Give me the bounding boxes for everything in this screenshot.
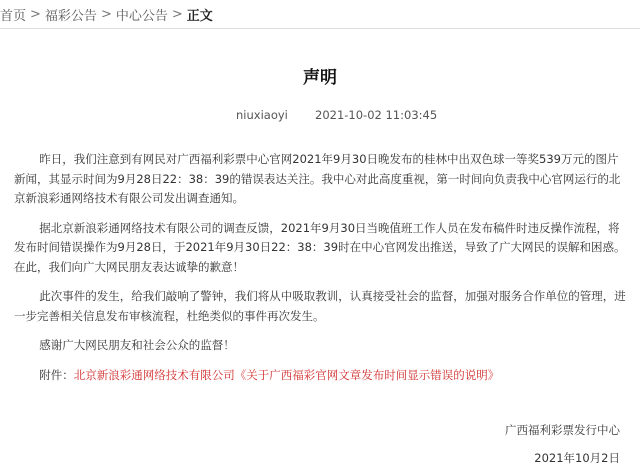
breadcrumb xyxy=(0,0,213,28)
breadcrumb-home-link[interactable]: 首页 xyxy=(0,8,27,24)
article-signature: 广西福利彩票发行中心 xyxy=(505,423,620,437)
breadcrumb-center-notices-link[interactable]: 中心公告 xyxy=(115,8,168,24)
article-paragraph: 据北京新浪彩通网络技术有限公司的调查反馈，2021年9月30日当晚值班工作人员在发布稿件时违反操作流程，将发布时间错误操作为9月28日，于2021年9月30日22：38：39时在中心官网发出推送，导致了广大网民的误解和困惑。在此，我们向广大网民朋友表达诚挚的歉意！ xyxy=(14,220,626,274)
attachment-link[interactable]: 北京新浪彩通网络技术有限公司《关于广西福彩官网文章发布时间显示错误的说明》 xyxy=(73,367,500,382)
article-body xyxy=(14,150,628,395)
article-paragraph: 昨日，我们注意到有网民对广西福利彩票中心官网2021年9月30日晚发布的桂林中出双色球一等奖539万元的图片新闻，其显示时间为9月28日22：38：39的错误表达关注。我中心对此高度重视，第一时间向负责我中心官网运行的北京新浪彩通网络技术有限公司发出调查通知。 xyxy=(14,152,621,205)
article-timestamp: 2021-10-02 11:03:45 xyxy=(315,108,438,122)
breadcrumb-separator: > xyxy=(100,6,112,22)
article-paragraph: 此次事件的发生，给我们敲响了警钟，我们将从中吸取教训，认真接受社会的监督，加强对服务合作单位的管理，进一步完善相关信息发布审核流程，杜绝类似的事件再次发生。 xyxy=(14,289,626,323)
article-paragraph: 感谢广大网民朋友和社会公众的监督！ xyxy=(39,338,235,352)
breadcrumb-lottery-notices-link[interactable]: 福彩公告 xyxy=(44,8,97,24)
breadcrumb-divider xyxy=(0,28,640,29)
attachment-label: 附件： xyxy=(39,367,74,382)
breadcrumb-separator: > xyxy=(30,6,41,22)
breadcrumb-separator: > xyxy=(171,6,183,22)
article-attachment xyxy=(14,366,628,386)
article-title: 声明 xyxy=(303,68,337,88)
article-signature-date: 2021年10月2日 xyxy=(534,451,620,465)
article-author: niuxiaoyi xyxy=(236,108,288,122)
breadcrumb-current: 正文 xyxy=(186,8,213,24)
